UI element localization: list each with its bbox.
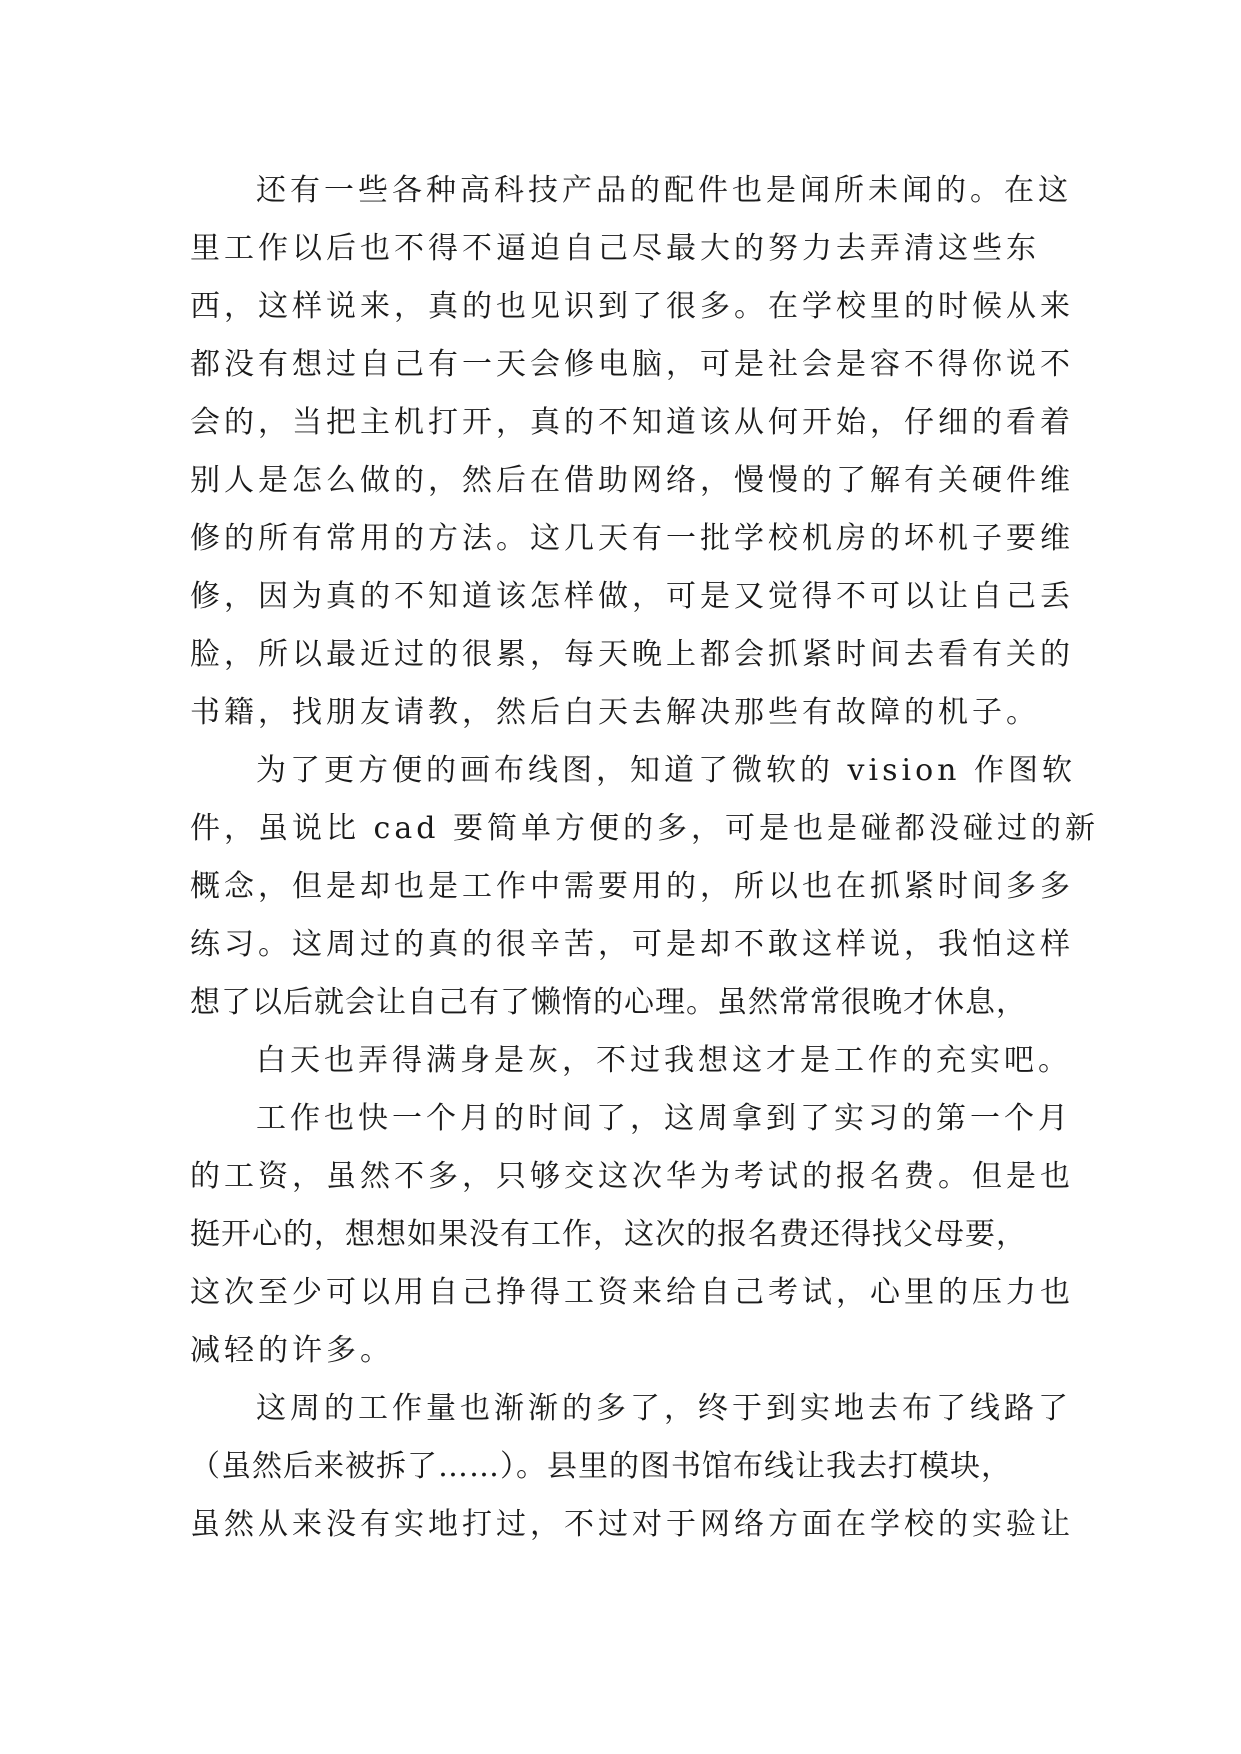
paragraph-line: 概念，但是却也是工作中需要用的，所以也在抓紧时间多多: [190, 869, 1074, 904]
paragraph-line: 减轻的许多。: [190, 1333, 394, 1368]
paragraph-line: 都没有想过自己有一天会修电脑，可是社会是容不得你说不: [190, 347, 1074, 382]
paragraph-line: 里工作以后也不得不逼迫自己尽最大的努力去弄清这些东: [190, 231, 1040, 266]
paragraph-line: 件，虽说比 cad 要简单方便的多，可是也是碰都没碰过的新: [190, 811, 1099, 846]
paragraph-line: 这次至少可以用自己挣得工资来给自己考试，心里的压力也: [190, 1275, 1074, 1310]
paragraph-line: 为了更方便的画布线图，知道了微软的 vision 作图软: [256, 753, 1076, 788]
paragraph-line: 会的，当把主机打开，真的不知道该从何开始，仔细的看着: [190, 405, 1074, 440]
paragraph-line: 脸，所以最近过的很累，每天晚上都会抓紧时间去看有关的: [190, 637, 1074, 672]
paragraph-line: 想了以后就会让自己有了懒惰的心理。虽然常常很晚才休息，: [190, 985, 1027, 1020]
paragraph-line: 这周的工作量也渐渐的多了，终于到实地去布了线路了: [256, 1391, 1072, 1426]
paragraph-line: 书籍，找朋友请教，然后白天去解决那些有故障的机子。: [190, 695, 1040, 730]
paragraph-line: 别人是怎么做的，然后在借助网络，慢慢的了解有关硬件维: [190, 463, 1074, 498]
paragraph-line: 练习。这周过的真的很辛苦，可是却不敢这样说，我怕这样: [190, 927, 1074, 962]
paragraph-line: （虽然后来被拆了……）。县里的图书馆布线让我去打模块，: [190, 1449, 1012, 1484]
paragraph-line: 工作也快一个月的时间了，这周拿到了实习的第一个月: [256, 1101, 1072, 1136]
paragraph-line: 修的所有常用的方法。这几天有一批学校机房的坏机子要维: [190, 521, 1074, 556]
paragraph-line: 虽然从来没有实地打过，不过对于网络方面在学校的实验让: [190, 1507, 1074, 1542]
paragraph-line: 还有一些各种高科技产品的配件也是闻所未闻的。在这: [256, 173, 1072, 208]
paragraph-line: 西，这样说来，真的也见识到了很多。在学校里的时候从来: [190, 289, 1074, 324]
paragraph-line: 挺开心的，想想如果没有工作，这次的报名费还得找父母要，: [190, 1217, 1027, 1252]
paragraph-line: 白天也弄得满身是灰，不过我想这才是工作的充实吧。: [256, 1043, 1072, 1078]
paragraph-line: 修，因为真的不知道该怎样做，可是又觉得不可以让自己丢: [190, 579, 1074, 614]
document-body: [190, 162, 1099, 1554]
paragraph-line: 的工资，虽然不多，只够交这次华为考试的报名费。但是也: [190, 1159, 1074, 1194]
